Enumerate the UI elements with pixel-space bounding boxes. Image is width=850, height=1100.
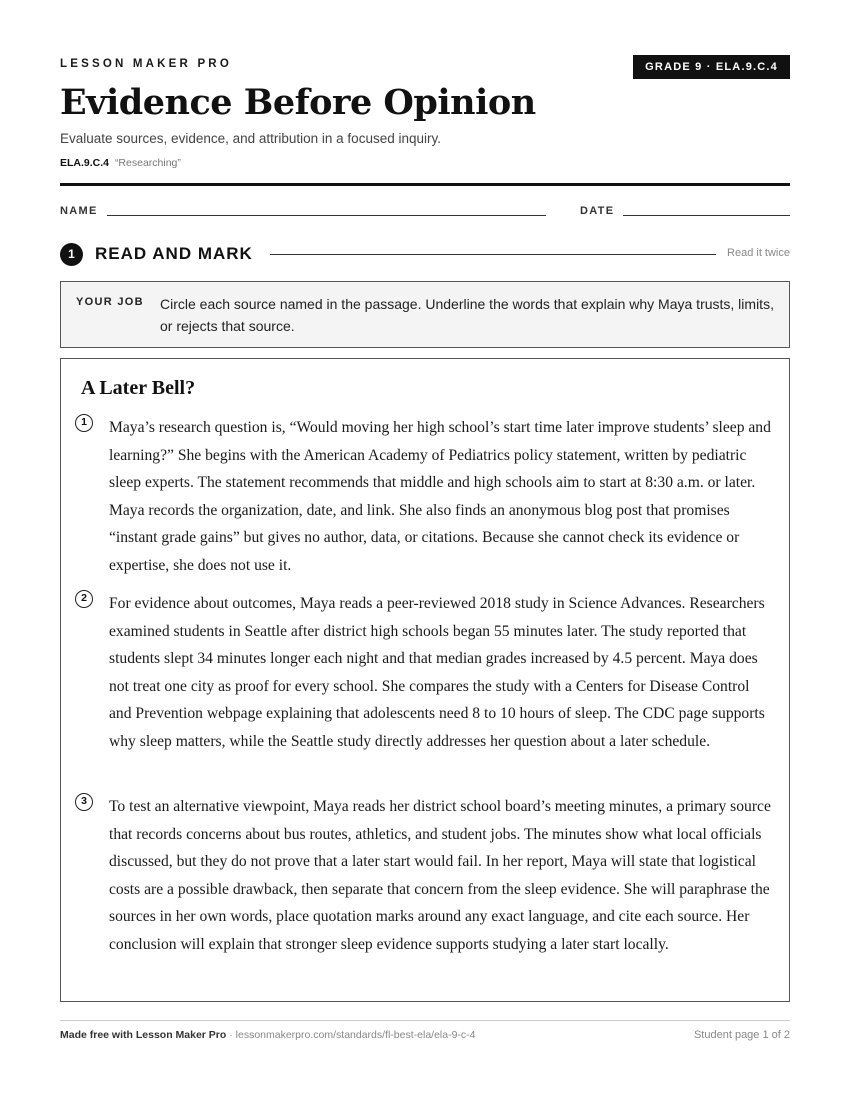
- paragraph-text: To test an alternative viewpoint, Maya reads her district school board’s meeting minutes, a primary source that records concerns about bus routes, athletics, and student jobs. The minutes show what local officials discussed, but they do not prove that a later start would fail. In her report, Maya will state that logistical costs are a possible drawback, then separate that concern from the sleep evidence. She will paraphrase the sources in her own words, place quotation marks around any exact language, and cite each source. Her conclusion will explain that stronger sleep evidence supports studying a later start locally.: [109, 798, 771, 953]
- section-note: Read it twice: [727, 247, 790, 259]
- instructions-box: [60, 281, 790, 348]
- standard-code: ELA.9.C.4: [60, 157, 110, 169]
- page-number: Student page 1 of 2: [693, 1029, 790, 1041]
- passage-paragraph-2: [75, 590, 775, 756]
- standard-reference: [60, 157, 181, 169]
- reading-passage: [60, 358, 790, 1002]
- name-field[interactable]: [107, 215, 546, 216]
- footer-brand: Made free with Lesson Maker Pro: [60, 1029, 227, 1041]
- grade-badge: GRADE 9 · ELA.9.C.4: [633, 55, 790, 79]
- footer-credit: [60, 1029, 476, 1041]
- paragraph-number: 1: [75, 414, 93, 432]
- passage-paragraph-1: [75, 414, 775, 580]
- standard-name: “Researching”: [114, 157, 181, 169]
- paragraph-text: Maya’s research question is, “Would moving her high school’s start time later improve students’ sleep and learning?” She begins with the American Academy of Pediatrics policy statement, written by pediatric sleep experts. The statement recommends that middle and high schools aim to start at 8:30 a.m. or later. Maya records the organization, date, and link. She also finds an anonymous blog post that promises “instant grade gains” but gives no author, data, or citations. Because she cannot check its evidence or expertise, she does not use it.: [109, 419, 771, 574]
- header-divider: [60, 183, 790, 186]
- name-label: NAME: [60, 205, 98, 217]
- paragraph-number: 3: [75, 793, 93, 811]
- date-label: DATE: [580, 205, 615, 217]
- section-title: READ AND MARK: [95, 244, 253, 263]
- passage-title: A Later Bell?: [81, 377, 196, 399]
- footer-separator: ·: [226, 1029, 236, 1041]
- paragraph-number: 2: [75, 590, 93, 608]
- page-title: Evidence Before Opinion: [60, 82, 536, 123]
- instructions-text: Circle each source named in the passage. Underline the words that explain why Maya trusts, limits, or rejects that source.: [160, 296, 774, 334]
- page-subtitle: Evaluate sources, evidence, and attribution in a focused inquiry.: [60, 131, 441, 146]
- instructions-label: YOUR JOB: [76, 296, 144, 308]
- section-number-badge: 1: [60, 243, 83, 266]
- worksheet-page: [60, 0, 790, 1100]
- passage-paragraph-3: [75, 793, 775, 959]
- date-field[interactable]: [623, 215, 790, 216]
- paragraph-text: For evidence about outcomes, Maya reads a peer-reviewed 2018 study in Science Advances. Researchers examined students in Seattle after district high schools began 55 minutes later. The study reported that students slept 34 minutes longer each night and that median grades increased by 4.5 percent. Maya does not treat one city as proof for every school. She compares the study with a Centers for Disease Control and Prevention webpage explaining that adolescents need 8 to 10 hours of sleep. The CDC page supports why sleep matters, while the Seattle study directly addresses her question about a later schedule.: [109, 595, 765, 750]
- footer-divider: [60, 1020, 790, 1021]
- brand-name: LESSON MAKER PRO: [60, 58, 232, 70]
- footer-url-link[interactable]: lessonmakerpro.com/standards/fl-best-ela/ela-9-c-4: [235, 1029, 476, 1041]
- section-divider: [270, 254, 716, 255]
